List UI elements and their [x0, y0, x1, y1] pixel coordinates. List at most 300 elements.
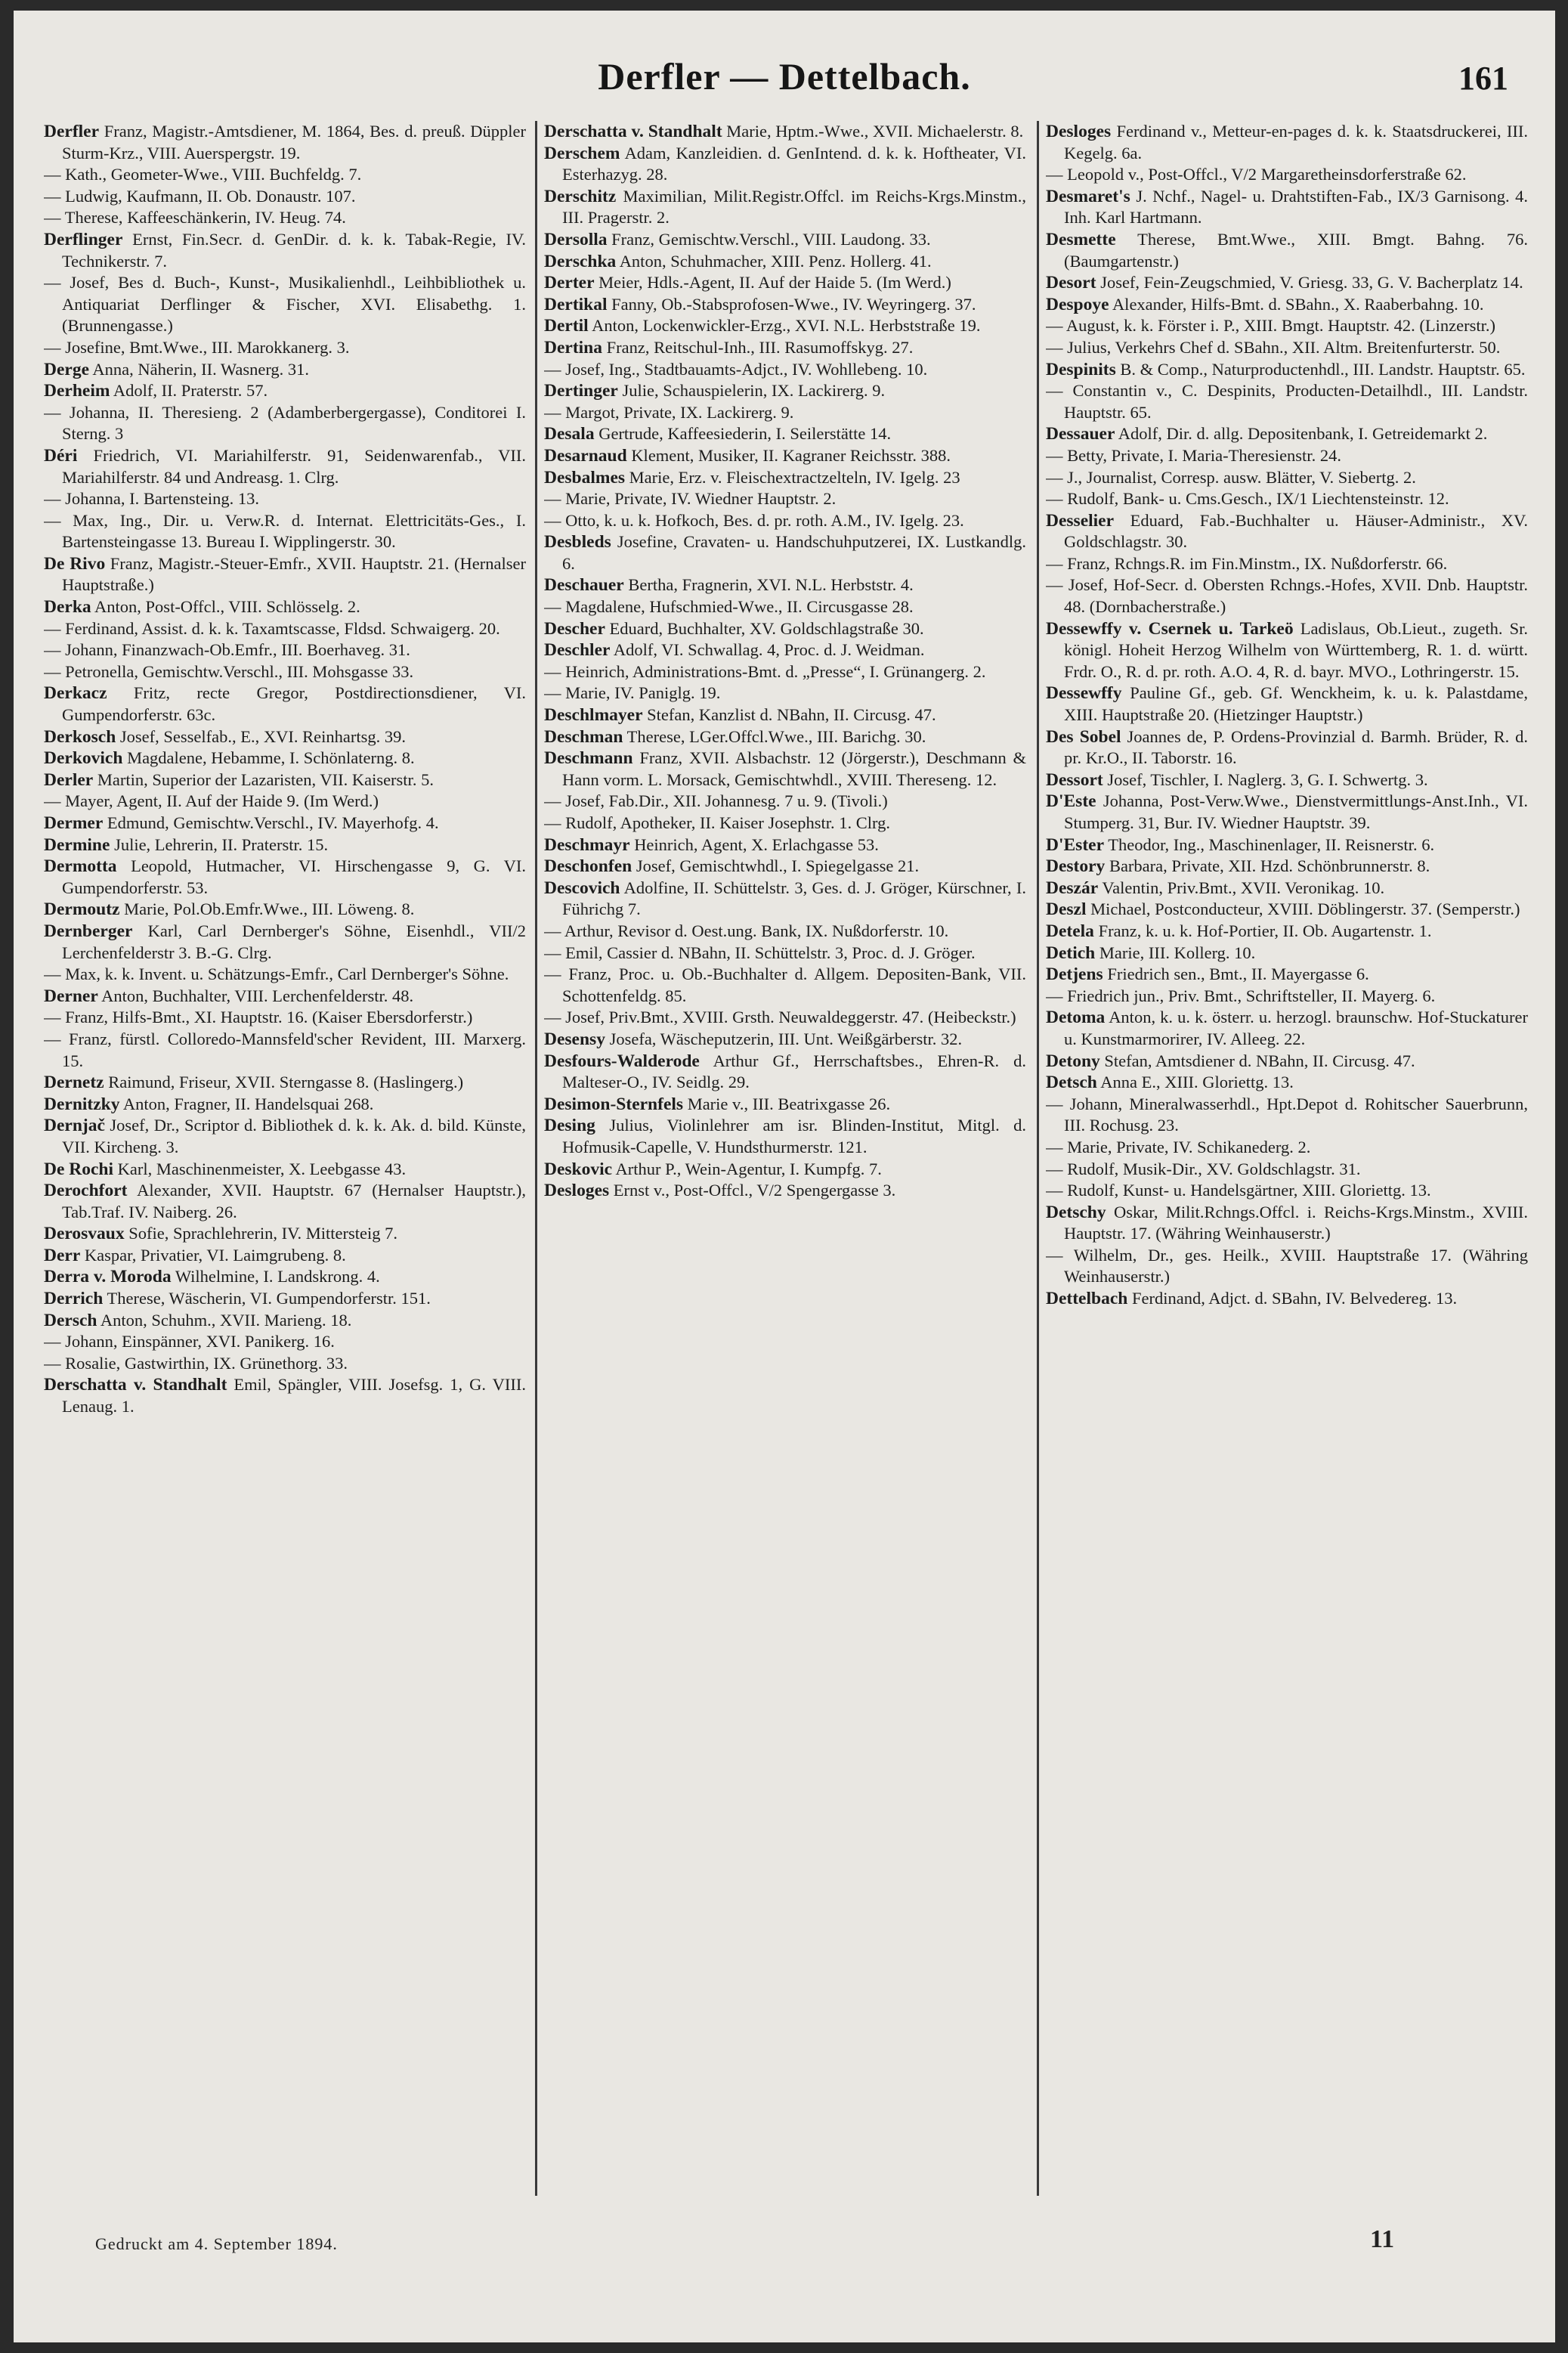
- entry-surname: Desfours-Walderode: [544, 1051, 700, 1071]
- entry-details: Valentin, Priv.Bmt., XVII. Veronikag. 10.: [1102, 878, 1385, 897]
- sheet-signature: 11: [1370, 2225, 1395, 2253]
- entry-surname: Desbleds: [544, 532, 611, 553]
- page-header: [14, 54, 1555, 115]
- directory-entry: [544, 229, 1026, 251]
- entry-details: — Petronella, Gemischtw.Verschl., III. Mohsgasse 33.: [44, 661, 414, 681]
- directory-entry: [1046, 1137, 1528, 1159]
- directory-entry: [44, 964, 526, 986]
- directory-entry: [1046, 964, 1528, 986]
- directory-entry: [44, 510, 526, 553]
- entry-details: — J., Journalist, Corresp. ausw. Blätter, V. Siebertg. 2.: [1046, 467, 1416, 487]
- directory-entry: [44, 726, 526, 748]
- entry-surname: Desmette: [1046, 229, 1116, 249]
- directory-entry: [1046, 921, 1528, 943]
- directory-entry: [1046, 380, 1528, 423]
- directory-entry: [44, 164, 526, 186]
- entry-details: Ferdinand v., Metteur-en-pages d. k. k. Staatsdruckerei, III. Kegelg. 6a.: [1064, 122, 1528, 163]
- entry-surname: Descher: [544, 618, 605, 639]
- directory-entry: [44, 1266, 526, 1288]
- entry-details: — Josef, Bes d. Buch-, Kunst-, Musikalienhdl., Leihbibliothek u. Antiquariat Derflinger & Fischer, XVI. Elisabethg. 1. (Brunnengasse.): [44, 273, 526, 336]
- entry-surname: Dertina: [544, 337, 603, 358]
- entry-details: — Julius, Verkehrs Chef d. SBahn., XII. Altm. Breitenfurterstr. 50.: [1046, 337, 1501, 357]
- entry-details: — Marie, Private, IV. Schikanederg. 2.: [1046, 1137, 1311, 1156]
- entry-details: Alexander, Hilfs-Bmt. d. SBahn., X. Raaberbahng. 10.: [1112, 294, 1484, 314]
- directory-entry: [1046, 186, 1528, 229]
- entry-details: — August, k. k. Förster i. P., XIII. Bmgt. Hauptstr. 42. (Linzerstr.): [1046, 316, 1495, 336]
- entry-details: Josef, Tischler, I. Naglerg. 3, G. I. Schwertg. 3.: [1107, 769, 1428, 789]
- entry-details: Anton, Schuhmacher, XIII. Penz. Hollerg. 41.: [619, 251, 932, 271]
- directory-entry: [44, 1180, 526, 1223]
- directory-entry: [544, 294, 1026, 316]
- entry-details: Kaspar, Privatier, VI. Laimgrubeng. 8.: [84, 1245, 346, 1265]
- directory-entry: [544, 143, 1026, 186]
- directory-entry: [1046, 574, 1528, 618]
- directory-entry: [544, 921, 1026, 943]
- entry-details: Theodor, Ing., Maschinenlager, II. Reisnerstr. 6.: [1108, 834, 1435, 854]
- entry-surname: Derschka: [544, 251, 617, 271]
- entry-details: Pauline Gf., geb. Gf. Wenckheim, k. u. k. Palastdame, XIII. Hauptstraße 20. (Hietzinger Hauptstr.): [1064, 683, 1528, 725]
- entry-surname: Deszl: [1046, 899, 1087, 920]
- entry-surname: Derka: [44, 597, 91, 618]
- entry-surname: Deschauer: [544, 575, 624, 596]
- directory-entry: [44, 229, 526, 272]
- directory-entry: [544, 596, 1026, 618]
- entry-details: Magdalene, Hebamme, I. Schönlaterng. 8.: [127, 748, 415, 768]
- directory-entry: [44, 207, 526, 229]
- directory-entry: [1046, 986, 1528, 1008]
- directory-entry: [1046, 359, 1528, 381]
- directory-entry: [544, 704, 1026, 726]
- directory-entry: [544, 574, 1026, 596]
- directory-entry: [44, 791, 526, 813]
- directory-entry: [544, 121, 1026, 143]
- entry-details: Oskar, Milit.Rchngs.Offcl. i. Reichs-Krgs.Minstm., XVIII. Hauptstr. 17. (Währing Weinhauserstr.): [1064, 1202, 1528, 1243]
- directory-entry: [1046, 618, 1528, 683]
- print-date-note: Gedruckt am 4. September 1894.: [95, 2234, 338, 2253]
- directory-entry: [44, 186, 526, 208]
- directory-entry: [544, 337, 1026, 359]
- entry-surname: Desloges: [544, 1181, 610, 1201]
- directory-columns: [44, 121, 1532, 2196]
- entry-details: — Rudolf, Musik-Dir., XV. Goldschlagstr. 31.: [1046, 1159, 1361, 1178]
- directory-entry: [1046, 121, 1528, 164]
- entry-details: Adolf, VI. Schwallag. 4, Proc. d. J. Weidman.: [613, 640, 925, 660]
- directory-entry: [44, 899, 526, 921]
- entry-details: Therese, Bmt.Wwe., XIII. Bmgt. Bahng. 76. (Baumgartenstr.): [1064, 229, 1528, 271]
- entry-surname: Despoye: [1046, 294, 1109, 314]
- entry-details: Edmund, Gemischtw.Verschl., IV. Mayerhofg. 4.: [107, 813, 439, 832]
- directory-entry: [44, 618, 526, 640]
- directory-entry: [544, 1180, 1026, 1202]
- entry-details: Stefan, Kanzlist d. NBahn, II. Circusg. 47.: [647, 705, 936, 725]
- directory-entry: [544, 726, 1026, 748]
- directory-entry: [544, 813, 1026, 834]
- directory-entry: [1046, 510, 1528, 553]
- directory-entry: [1046, 1159, 1528, 1181]
- entry-details: Therese, Wäscherin, VI. Gumpendorferstr. 151.: [107, 1289, 431, 1308]
- entry-surname: Desarnaud: [544, 445, 627, 466]
- entry-surname: Derr: [44, 1245, 81, 1265]
- entry-details: Franz, XVII. Alsbachstr. 12 (Jörgerstr.), Deschmann & Hann vorm. L. Morsack, Gemischtwhdl., XVIII. Thereseng. 12.: [562, 748, 1026, 789]
- directory-entry: [544, 791, 1026, 813]
- entry-details: — Max, k. k. Invent. u. Schätzungs-Emfr., Carl Dernberger's Söhne.: [44, 964, 509, 984]
- entry-details: — Betty, Private, I. Maria-Theresienstr. 24.: [1046, 445, 1341, 465]
- entry-surname: Detschy: [1046, 1202, 1106, 1222]
- directory-entry: [1046, 1245, 1528, 1288]
- entry-details: Anna E., XIII. Gloriettg. 13.: [1100, 1073, 1294, 1092]
- entry-details: Josef, Fein-Zeugschmied, V. Griesg. 33, G. V. Bacherplatz 14.: [1100, 273, 1523, 293]
- directory-entry: [544, 856, 1026, 878]
- entry-surname: Descovich: [544, 878, 620, 898]
- directory-entry: [544, 748, 1026, 791]
- entry-surname: Dermine: [44, 834, 110, 855]
- entry-surname: Dermoutz: [44, 899, 120, 920]
- entry-details: — Rudolf, Kunst- u. Handelsgärtner, XIII. Gloriettg. 13.: [1046, 1181, 1431, 1200]
- directory-entry: [44, 1288, 526, 1310]
- entry-surname: Dertinger: [544, 381, 618, 401]
- entry-details: Adam, Kanzleidien. d. GenIntend. d. k. k. Hoftheater, VI. Esterhazyg. 28.: [562, 143, 1026, 184]
- directory-entry: [544, 964, 1026, 1007]
- entry-surname: Derschatta v. Standhalt: [44, 1375, 227, 1395]
- directory-entry: [44, 856, 526, 899]
- entry-surname: De Rochi: [44, 1159, 114, 1179]
- entry-surname: Deschmayr: [544, 834, 630, 855]
- directory-entry: [1046, 164, 1528, 186]
- entry-surname: Derochfort: [44, 1181, 128, 1201]
- entry-surname: Derkovich: [44, 748, 123, 769]
- entry-details: — Friedrich jun., Priv. Bmt., Schriftsteller, II. Mayerg. 6.: [1046, 986, 1436, 1005]
- directory-entry: [44, 553, 526, 596]
- entry-details: J. Nchf., Nagel- u. Drahtstiften-Fab., IX/3 Garnisong. 4. Inh. Karl Hartmann.: [1064, 186, 1528, 228]
- entry-surname: Déri: [44, 445, 78, 466]
- entry-details: — Josefine, Bmt.Wwe., III. Marokkanerg. 3.: [44, 337, 350, 357]
- entry-surname: Detela: [1046, 921, 1094, 941]
- directory-entry: [544, 445, 1026, 467]
- entry-details: Martin, Superior der Lazaristen, VII. Kaiserstr. 5.: [97, 769, 434, 789]
- entry-details: Stefan, Amtsdiener d. NBahn, II. Circusg. 47.: [1104, 1051, 1415, 1070]
- entry-details: — Johann, Einspänner, XVI. Panikerg. 16.: [44, 1332, 335, 1351]
- directory-entry: [44, 921, 526, 964]
- entry-surname: Dernjač: [44, 1116, 105, 1136]
- entry-details: Josef, Dr., Scriptor d. Bibliothek d. k. k. Ak. d. bild. Künste, VII. Kircheng. 3.: [62, 1116, 526, 1156]
- entry-details: Barbara, Private, XII. Hzd. Schönbrunnerstr. 8.: [1109, 856, 1430, 876]
- entry-surname: Dersch: [44, 1310, 97, 1330]
- directory-entry: [1046, 791, 1528, 834]
- directory-entry: [44, 661, 526, 683]
- page-footer: [14, 2225, 1555, 2271]
- directory-entry: [44, 337, 526, 359]
- directory-entry: [1046, 423, 1528, 445]
- entry-details: — Josef, Hof-Secr. d. Obersten Rchngs.-Hofes, XVII. Dnb. Hauptstr. 48. (Dornbacherstraße.): [1046, 575, 1528, 617]
- entry-details: — Ferdinand, Assist. d. k. k. Taxamtscasse, Fldsd. Schwaigerg. 20.: [44, 618, 500, 638]
- entry-details: Adolf, II. Praterstr. 57.: [113, 381, 268, 401]
- entry-details: — Franz, Proc. u. Ob.-Buchhalter d. Allgem. Depositen-Bank, VII. Schottenfeldg. 85.: [544, 964, 1026, 1005]
- entry-details: Ladislaus, Ob.Lieut., zugeth. Sr. königl. Hoheit Herzog Wilhelm von Württemberg, R. 1. d. württ. Frdr. O., R. d. pr. roth. A.O. 4, R. d. bayr. MVO., Lothringerstr. 15.: [1064, 618, 1528, 681]
- entry-surname: Des Sobel: [1046, 726, 1121, 747]
- entry-details: — Franz, fürstl. Colloredo-Mannsfeld'scher Revident, III. Marxerg. 15.: [44, 1029, 526, 1070]
- directory-entry: [44, 1072, 526, 1094]
- directory-entry: [544, 251, 1026, 273]
- entry-details: — Arthur, Revisor d. Oest.ung. Bank, IX. Nußdorferstr. 10.: [544, 921, 949, 940]
- directory-entry: [1046, 553, 1528, 575]
- entry-surname: Detsch: [1046, 1073, 1097, 1093]
- entry-details: Anton, k. u. k. österr. u. herzogl. braunschw. Hof-Stuckaturer u. Kunstmarmorirer, IV. Alleeg. 22.: [1064, 1008, 1528, 1048]
- directory-entry: [44, 596, 526, 618]
- directory-entry: [544, 423, 1026, 445]
- entry-surname: Dessort: [1046, 769, 1103, 790]
- entry-surname: Derge: [44, 359, 90, 379]
- entry-details: Franz, Magistr.-Amtsdiener, M. 1864, Bes. d. preuß. Düppler Sturm-Krz., VIII. Auerspergstr. 19.: [62, 122, 526, 163]
- entry-details: Friedrich, VI. Mariahilferstr. 91, Seidenwarenfab., VII. Mariahilferstr. 84 und Andreasg. 1. Clrg.: [62, 445, 526, 487]
- directory-entry: [1046, 1180, 1528, 1202]
- directory-entry: [544, 1051, 1026, 1094]
- entry-surname: Dernetz: [44, 1073, 104, 1093]
- entry-details: — Johann, Mineralwasserhdl., Hpt.Depot d. Rohitscher Sauerbrunn, III. Rochusg. 23.: [1046, 1094, 1528, 1135]
- entry-surname: Desbalmes: [544, 467, 626, 488]
- entry-details: — Johanna, I. Bartensteing. 13.: [44, 489, 259, 509]
- directory-entry: [1046, 294, 1528, 316]
- entry-details: — Max, Ing., Dir. u. Verw.R. d. Internat. Elettricitäts-Ges., I. Bartensteingasse 13. Bureau I. Wipplingerstr. 30.: [44, 510, 526, 552]
- directory-entry: [1046, 683, 1528, 726]
- directory-entry: [1046, 1072, 1528, 1094]
- directory-column-right: [1046, 121, 1528, 2196]
- entry-surname: Detich: [1046, 943, 1096, 963]
- entry-surname: Dertil: [544, 316, 589, 336]
- entry-details: Joannes de, P. Ordens-Provinzial d. Barmh. Brüder, R. d. pr. Kr.O., II. Taborstr. 16.: [1064, 726, 1528, 768]
- entry-surname: Deschmann: [544, 748, 633, 769]
- directory-entry: [1046, 1007, 1528, 1050]
- directory-entry: [1046, 315, 1528, 337]
- entry-details: Heinrich, Agent, X. Erlachgasse 53.: [634, 834, 879, 854]
- directory-entry: [544, 402, 1026, 424]
- entry-surname: D'Este: [1046, 791, 1096, 812]
- directory-entry: [544, 943, 1026, 964]
- entry-details: Gertrude, Kaffeesiederin, I. Seilerstätte 14.: [598, 424, 892, 444]
- entry-surname: Desort: [1046, 273, 1096, 293]
- directory-entry: [44, 1029, 526, 1072]
- directory-entry: [44, 1331, 526, 1353]
- entry-surname: Deschlmayer: [544, 705, 643, 726]
- directory-entry: [44, 1007, 526, 1029]
- directory-entry: [544, 272, 1026, 294]
- entry-details: — Kath., Geometer-Wwe., VIII. Buchfeldg. 7.: [44, 165, 362, 184]
- directory-column-left: [44, 121, 526, 2196]
- directory-entry: [544, 639, 1026, 661]
- entry-surname: Derra v. Moroda: [44, 1267, 172, 1287]
- directory-entry: [1046, 856, 1528, 878]
- entry-surname: Detoma: [1046, 1008, 1106, 1028]
- entry-details: — Margot, Private, IX. Lackirerg. 9.: [544, 402, 794, 422]
- directory-entry: [44, 769, 526, 791]
- directory-entry: [544, 878, 1026, 921]
- directory-entry: [1046, 878, 1528, 899]
- directory-entry: [1046, 1288, 1528, 1310]
- entry-surname: Dermotta: [44, 856, 117, 877]
- page-number: 161: [1458, 60, 1508, 97]
- entry-surname: Dessewffy v. Csernek u. Tarkeö: [1046, 618, 1294, 639]
- entry-surname: Detjens: [1046, 964, 1103, 985]
- directory-entry: [44, 445, 526, 488]
- entry-details: Eduard, Fab.-Buchhalter u. Häuser-Administr., XV. Goldschlagstr. 30.: [1064, 510, 1528, 552]
- directory-entry: [44, 1223, 526, 1245]
- entry-details: — Otto, k. u. k. Hofkoch, Bes. d. pr. roth. A.M., IV. Igelg. 23.: [544, 510, 964, 530]
- entry-details: — Marie, IV. Paniglg. 19.: [544, 683, 721, 703]
- directory-entry: [1046, 726, 1528, 769]
- entry-details: Marie, III. Kollerg. 10.: [1099, 943, 1256, 962]
- entry-surname: Dessauer: [1046, 424, 1115, 444]
- entry-details: — Josef, Priv.Bmt., XVIII. Grsth. Neuwaldeggerstr. 47. (Heibeckstr.): [544, 1008, 1016, 1027]
- entry-surname: Dermer: [44, 813, 104, 833]
- directory-entry: [1046, 1051, 1528, 1073]
- entry-details: Friedrich sen., Bmt., II. Mayergasse 6.: [1107, 964, 1369, 984]
- directory-entry: [44, 1159, 526, 1181]
- directory-entry: [44, 813, 526, 834]
- entry-details: Anton, Schuhm., XVII. Marieng. 18.: [100, 1310, 352, 1330]
- entry-surname: Derner: [44, 986, 98, 1006]
- directory-entry: [544, 683, 1026, 704]
- directory-entry: [544, 510, 1026, 532]
- entry-surname: Dessewffy: [1046, 683, 1122, 704]
- entry-surname: Derkosch: [44, 726, 116, 747]
- entry-surname: Derschitz: [544, 186, 617, 206]
- entry-surname: Despinits: [1046, 359, 1116, 379]
- entry-details: — Leopold v., Post-Offcl., V/2 Margaretheinsdorferstraße 62.: [1046, 165, 1467, 184]
- directory-entry: [544, 531, 1026, 574]
- entry-details: Wilhelmine, I. Landskrong. 4.: [175, 1267, 380, 1286]
- entry-surname: Desmaret's: [1046, 186, 1130, 206]
- entry-details: Anna, Näherin, II. Wasnerg. 31.: [92, 359, 310, 379]
- entry-surname: Derschatta v. Standhalt: [544, 122, 722, 141]
- directory-entry: [44, 986, 526, 1008]
- entry-surname: Dernitzky: [44, 1094, 120, 1114]
- directory-entry: [1046, 769, 1528, 791]
- entry-details: — Johann, Finanzwach-Ob.Emfr., III. Boerhaveg. 31.: [44, 640, 410, 660]
- entry-details: B. & Comp., Naturproductenhdl., III. Landstr. Hauptstr. 65.: [1120, 359, 1526, 379]
- entry-details: — Franz, Rchngs.R. im Fin.Minstm., IX. Nußdorferstr. 66.: [1046, 553, 1448, 573]
- entry-details: — Josef, Fab.Dir., XII. Johannesg. 7 u. 9. (Tivoli.): [544, 791, 888, 811]
- directory-entry: [44, 1094, 526, 1116]
- entry-details: — Heinrich, Administrations-Bmt. d. „Presse“, I. Grünangerg. 2.: [544, 661, 986, 681]
- entry-details: Franz, Reitschul-Inh., III. Rasumoffskyg. 27.: [606, 337, 914, 357]
- entry-surname: Deschler: [544, 640, 611, 661]
- entry-surname: Dernberger: [44, 921, 133, 941]
- entry-details: Johanna, Post-Verw.Wwe., Dienstvermittlungs-Anst.Inh., VI. Stumperg. 31, Bur. IV. Wiedner Hauptstr. 39.: [1064, 791, 1528, 832]
- entry-surname: Derter: [544, 273, 595, 293]
- entry-details: — Rudolf, Apotheker, II. Kaiser Josephstr. 1. Clrg.: [544, 813, 891, 832]
- directory-entry: [44, 639, 526, 661]
- entry-details: — Marie, Private, IV. Wiedner Hauptstr. 2.: [544, 489, 837, 509]
- entry-details: Arthur Gf., Herrschaftsbes., Ehren-R. d. Malteser-O., IV. Seidlg. 29.: [562, 1051, 1026, 1092]
- directory-entry: [1046, 1094, 1528, 1137]
- directory-entry: [544, 1115, 1026, 1158]
- entry-details: Marie v., III. Beatrixgasse 26.: [687, 1094, 891, 1113]
- entry-details: Ernst, Fin.Secr. d. GenDir. d. k. k. Tabak-Regie, IV. Technikerstr. 7.: [62, 229, 526, 271]
- entry-details: Eduard, Buchhalter, XV. Goldschlagstraße 30.: [609, 618, 924, 638]
- entry-surname: Dertikal: [544, 294, 608, 314]
- entry-surname: Derfler: [44, 122, 100, 141]
- entry-surname: Destory: [1046, 856, 1106, 877]
- entry-surname: Deschman: [544, 726, 623, 747]
- entry-details: Anton, Buchhalter, VIII. Lerchenfelderstr. 48.: [101, 986, 414, 1005]
- directory-entry: [544, 467, 1026, 489]
- directory-entry: [544, 315, 1026, 337]
- entry-details: Fritz, recte Gregor, Postdirectionsdiener, VI. Gumpendorferstr. 63c.: [62, 683, 526, 725]
- entry-details: Anton, Lockenwickler-Erzg., XVI. N.L. Herbststraße 19.: [592, 316, 981, 336]
- entry-details: — Ludwig, Kaufmann, II. Ob. Donaustr. 107.: [44, 186, 356, 206]
- entry-details: Franz, Gemischtw.Verschl., VIII. Laudong. 33.: [611, 229, 931, 249]
- directory-entry: [44, 748, 526, 769]
- entry-surname: De Rivo: [44, 553, 106, 574]
- entry-details: Julie, Lehrerin, II. Praterstr. 15.: [114, 834, 329, 854]
- directory-entry: [544, 1029, 1026, 1051]
- entry-surname: Deschonfen: [544, 856, 632, 877]
- entry-details: Marie, Hptm.-Wwe., XVII. Michaelerstr. 8.: [726, 122, 1024, 141]
- entry-details: Meier, Hdls.-Agent, II. Auf der Haide 5. (Im Werd.): [598, 273, 951, 293]
- directory-entry: [544, 661, 1026, 683]
- entry-details: — Josef, Ing., Stadtbauamts-Adjct., IV. Wohllebeng. 10.: [544, 359, 928, 379]
- entry-surname: Dettelbach: [1046, 1289, 1128, 1309]
- directory-entry: [44, 359, 526, 381]
- entry-details: Alexander, XVII. Hauptstr. 67 (Hernalser Hauptstr.), Tab.Traf. IV. Naiberg. 26.: [62, 1181, 526, 1221]
- directory-entry: [44, 683, 526, 726]
- entry-surname: Derrich: [44, 1289, 104, 1309]
- entry-surname: Desloges: [1046, 122, 1112, 141]
- entry-details: Josef, Sesselfab., E., XVI. Reinhartsg. 39.: [119, 726, 406, 746]
- entry-details: Julie, Schauspielerin, IX. Lackirerg. 9.: [622, 381, 886, 401]
- entry-details: Sofie, Sprachlehrerin, IV. Mittersteig 7.: [128, 1224, 398, 1243]
- directory-entry: [44, 121, 526, 164]
- directory-entry: [44, 1353, 526, 1375]
- entry-surname: Desensy: [544, 1029, 605, 1049]
- directory-entry: [1046, 467, 1528, 489]
- directory-entry: [1046, 834, 1528, 856]
- entry-surname: Derschem: [544, 143, 620, 163]
- entry-details: Josefa, Wäscheputzerin, III. Unt. Weißgärberstr. 32.: [609, 1029, 963, 1048]
- entry-details: — Therese, Kaffeeschänkerin, IV. Heug. 74.: [44, 208, 346, 228]
- directory-entry: [44, 402, 526, 445]
- directory-entry: [544, 380, 1026, 402]
- entry-details: Emil, Spängler, VIII. Josefsg. 1, G. VIII. Lenaug. 1.: [62, 1375, 526, 1416]
- entry-details: Karl, Carl Dernberger's Söhne, Eisenhdl., VII/2 Lerchenfelderstr 3. B.-G. Clrg.: [62, 921, 526, 962]
- entry-details: Adolf, Dir. d. allg. Depositenbank, I. Getreidemarkt 2.: [1118, 424, 1488, 444]
- entry-details: Karl, Maschinenmeister, X. Leebgasse 43.: [117, 1159, 407, 1178]
- entry-surname: Derflinger: [44, 229, 123, 249]
- entry-details: — Wilhelm, Dr., ges. Heilk., XVIII. Hauptstraße 17. (Währing Weinhauserstr.): [1046, 1245, 1528, 1286]
- directory-entry: [1046, 272, 1528, 294]
- directory-entry: [1046, 229, 1528, 272]
- directory-entry: [1046, 488, 1528, 510]
- directory-page: [14, 11, 1555, 2342]
- directory-column-middle: [544, 121, 1026, 2196]
- directory-entry: [44, 380, 526, 402]
- directory-entry: [544, 1094, 1026, 1116]
- entry-surname: D'Ester: [1046, 834, 1105, 855]
- entry-details: — Mayer, Agent, II. Auf der Haide 9. (Im Werd.): [44, 791, 379, 811]
- entry-details: Marie, Erz. v. Fleischextractzelteln, IV. Igelg. 23: [629, 467, 960, 487]
- directory-entry: [44, 488, 526, 510]
- entry-details: Fanny, Ob.-Stabsprofosen-Wwe., IV. Weyringerg. 37.: [611, 294, 976, 314]
- entry-details: Marie, Pol.Ob.Emfr.Wwe., III. Löweng. 8.: [124, 899, 415, 919]
- entry-surname: Dersolla: [544, 229, 608, 249]
- entry-details: Bertha, Fragnerin, XVI. N.L. Herbststr. 4.: [628, 575, 914, 595]
- entry-details: Michael, Postconducteur, XVIII. Döblingerstr. 37. (Semperstr.): [1090, 899, 1520, 919]
- directory-entry: [544, 488, 1026, 510]
- entry-surname: Desselier: [1046, 510, 1115, 531]
- entry-surname: Derheim: [44, 381, 110, 401]
- entry-surname: Derler: [44, 769, 94, 790]
- directory-entry: [44, 1245, 526, 1267]
- entry-surname: Derosvaux: [44, 1224, 125, 1244]
